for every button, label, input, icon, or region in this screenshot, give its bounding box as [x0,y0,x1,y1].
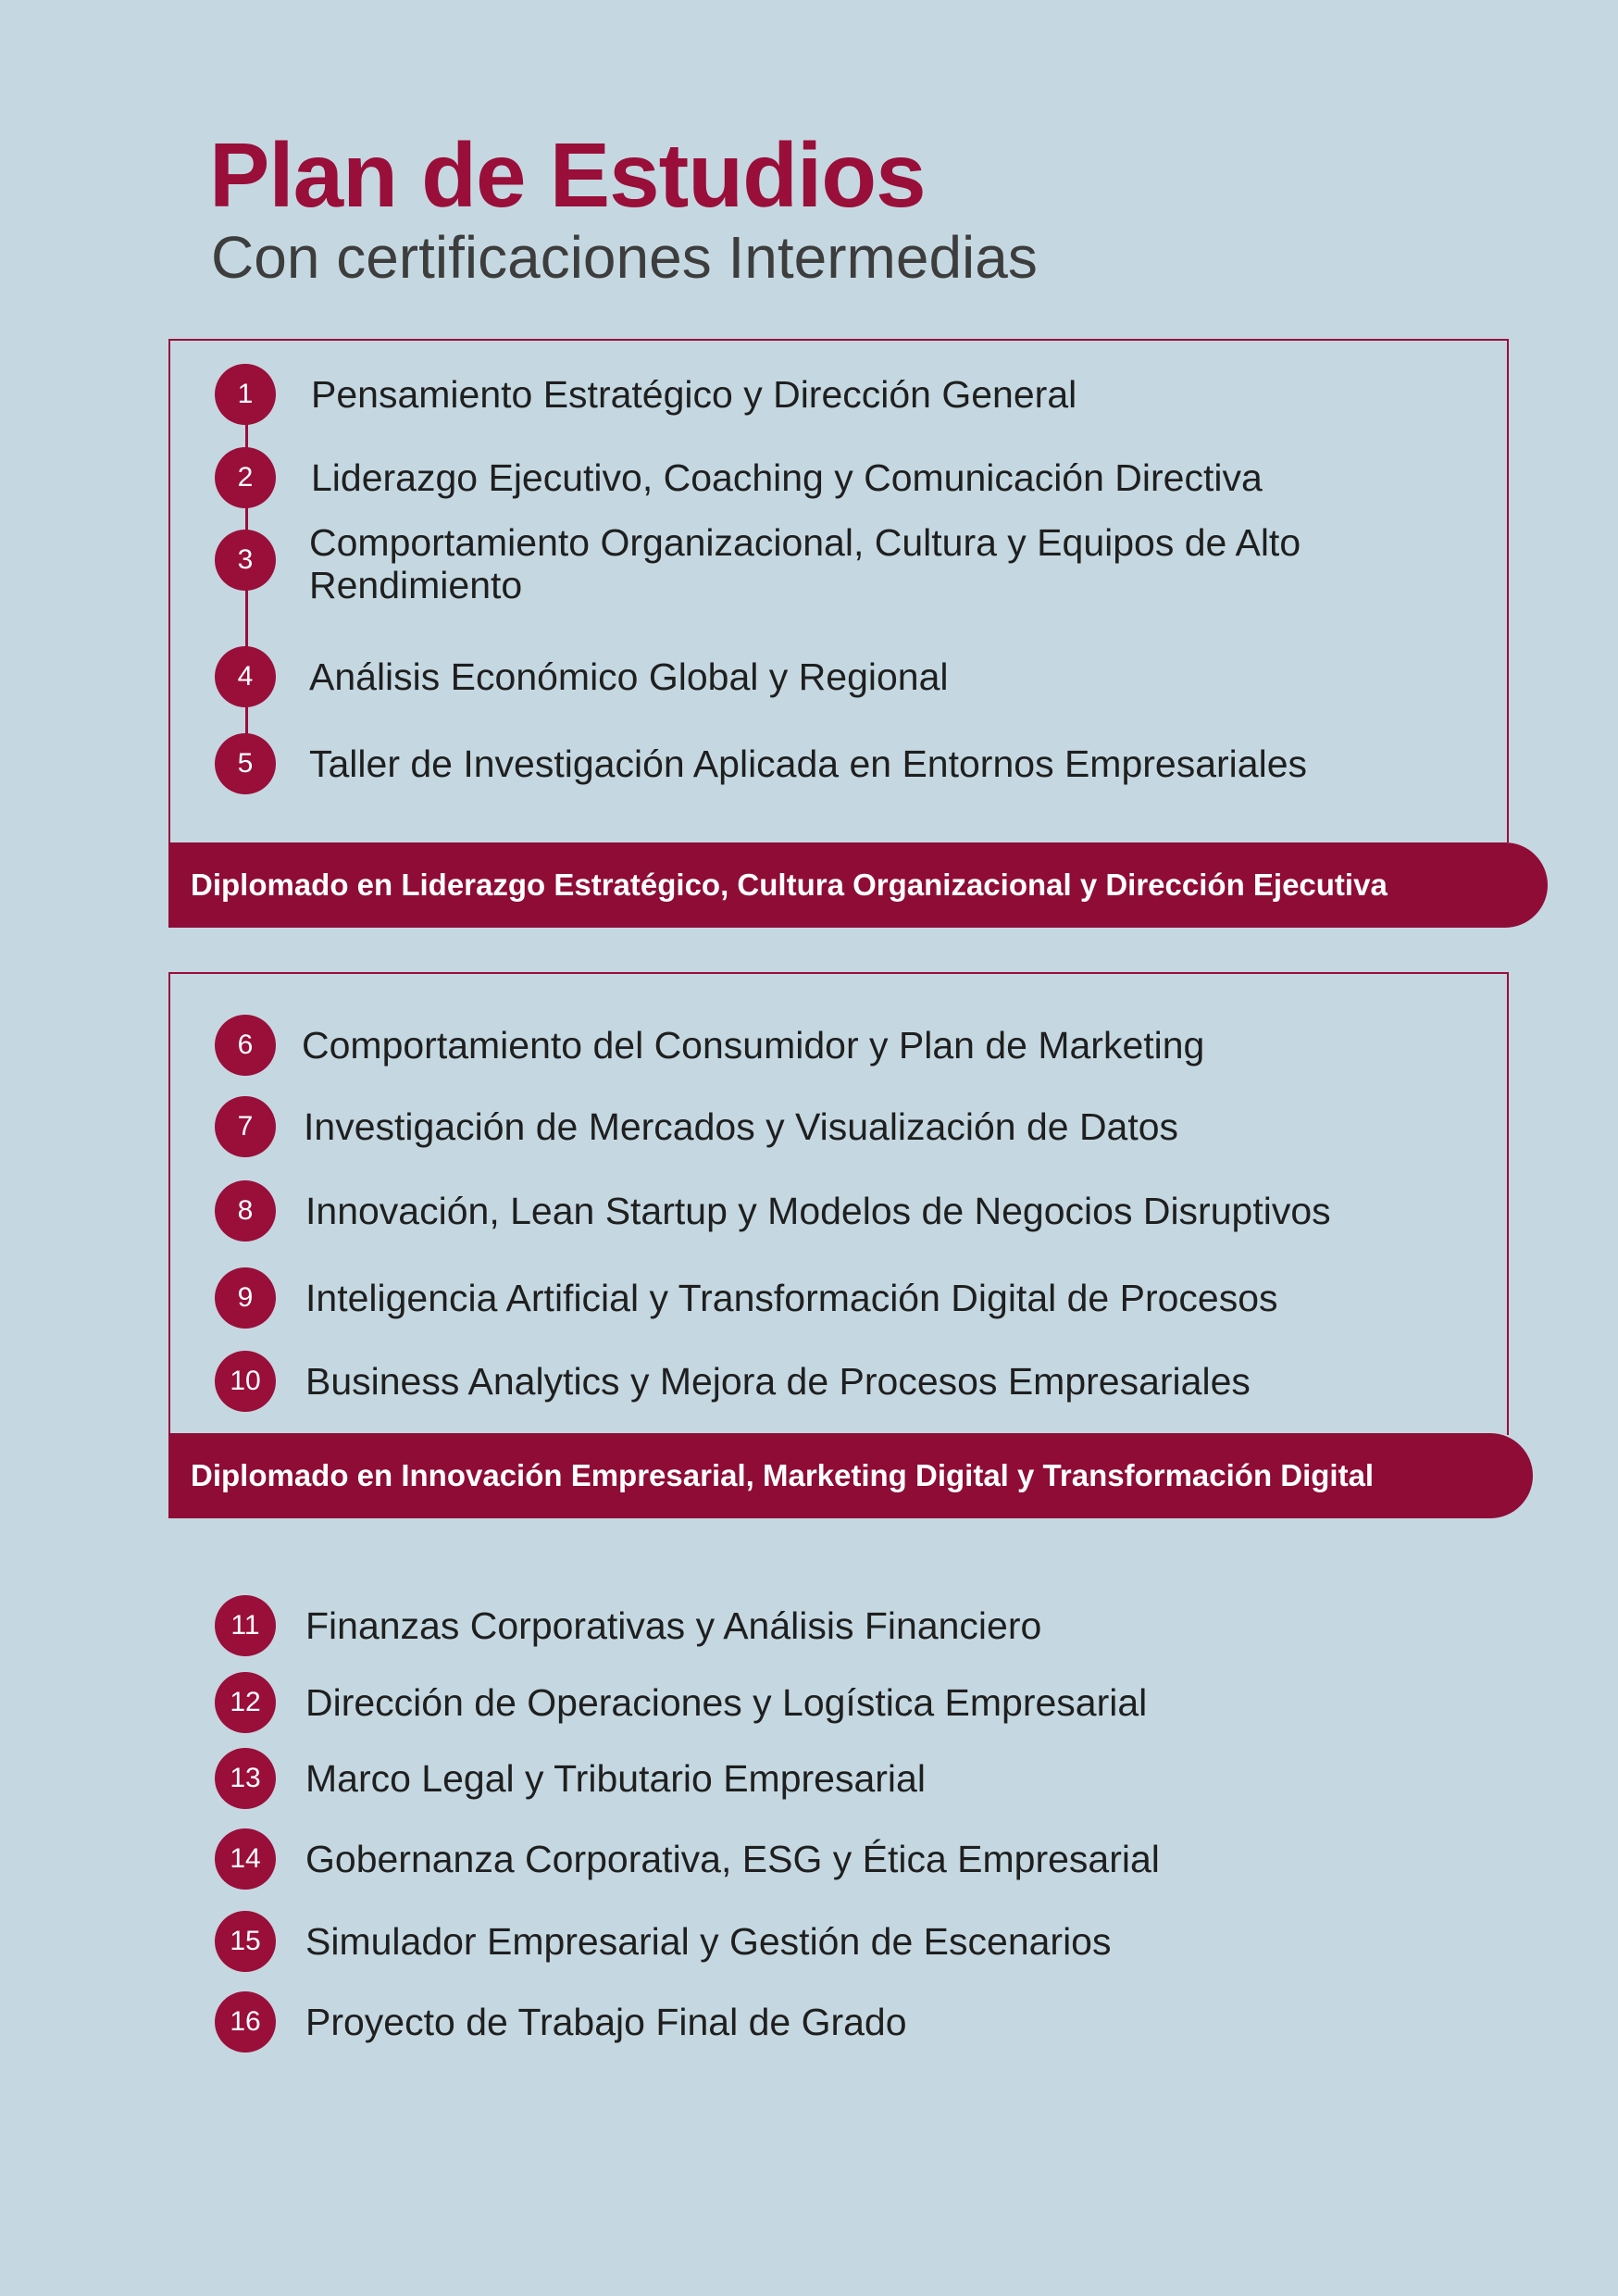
module-label: Proyecto de Trabajo Final de Grado [305,2001,907,2043]
module-item-2 [215,447,1263,508]
module-number-badge: 6 [215,1015,276,1076]
module-label: Comportamiento Organizacional, Cultura y Equipos de Alto Rendimiento [309,521,1301,606]
module-item-7 [215,1096,1178,1157]
module-item-13 [215,1748,926,1809]
module-label: Dirección de Operaciones y Logística Empresarial [305,1681,1148,1724]
module-label: Liderazgo Ejecutivo, Coaching y Comunicación Directiva [311,456,1263,499]
module-label: Análisis Económico Global y Regional [309,655,949,698]
module-number-badge: 3 [215,530,276,591]
module-item-14 [215,1828,1160,1890]
module-item-15 [215,1911,1112,1972]
module-item-12 [215,1672,1147,1733]
page-subtitle: Con certificaciones Intermedias [211,224,1038,291]
module-number-badge: 15 [215,1911,276,1972]
module-item-5 [215,733,1307,794]
module-label: Finanzas Corporativas y Análisis Financiero [305,1604,1042,1647]
module-label: Innovación, Lean Startup y Modelos de Negocios Disruptivos [305,1190,1331,1232]
module-item-3 [215,521,1512,606]
module-item-4 [215,646,949,707]
module-item-10 [215,1351,1251,1412]
module-label: Business Analytics y Mejora de Procesos Empresariales [305,1360,1251,1403]
module-label: Inteligencia Artificial y Transformación Digital de Procesos [305,1277,1278,1319]
module-label: Gobernanza Corporativa, ESG y Ética Empresarial [305,1838,1160,1880]
module-item-9 [215,1267,1278,1329]
module-number-badge: 5 [215,733,276,794]
module-label: Taller de Investigación Aplicada en Entornos Empresariales [309,742,1307,785]
module-number-badge: 8 [215,1180,276,1242]
module-number-badge: 13 [215,1748,276,1809]
module-number-badge: 2 [215,447,276,508]
module-number-badge: 1 [215,364,276,425]
module-number-badge: 11 [215,1595,276,1656]
module-item-1 [215,364,1077,425]
certification-banner-1: Diplomado en Liderazgo Estratégico, Cultura Organizacional y Dirección Ejecutiva [168,842,1548,928]
module-item-16 [215,1991,907,2053]
module-item-8 [215,1180,1331,1242]
certification-banner-2: Diplomado en Innovación Empresarial, Marketing Digital y Transformación Digital [168,1433,1533,1518]
module-number-badge: 12 [215,1672,276,1733]
module-label: Investigación de Mercados y Visualización de Datos [304,1105,1179,1148]
module-number-badge: 14 [215,1828,276,1890]
module-item-11 [215,1595,1041,1656]
module-label: Comportamiento del Consumidor y Plan de Marketing [302,1024,1205,1067]
module-number-badge: 7 [215,1096,276,1157]
module-number-badge: 4 [215,646,276,707]
module-item-6 [215,1015,1204,1076]
module-number-badge: 9 [215,1267,276,1329]
module-number-badge: 10 [215,1351,276,1412]
module-label: Marco Legal y Tributario Empresarial [305,1757,926,1800]
module-number-badge: 16 [215,1991,276,2053]
page-title: Plan de Estudios [209,124,926,226]
module-label: Simulador Empresarial y Gestión de Escenarios [305,1920,1112,1963]
module-label: Pensamiento Estratégico y Dirección General [311,373,1077,416]
